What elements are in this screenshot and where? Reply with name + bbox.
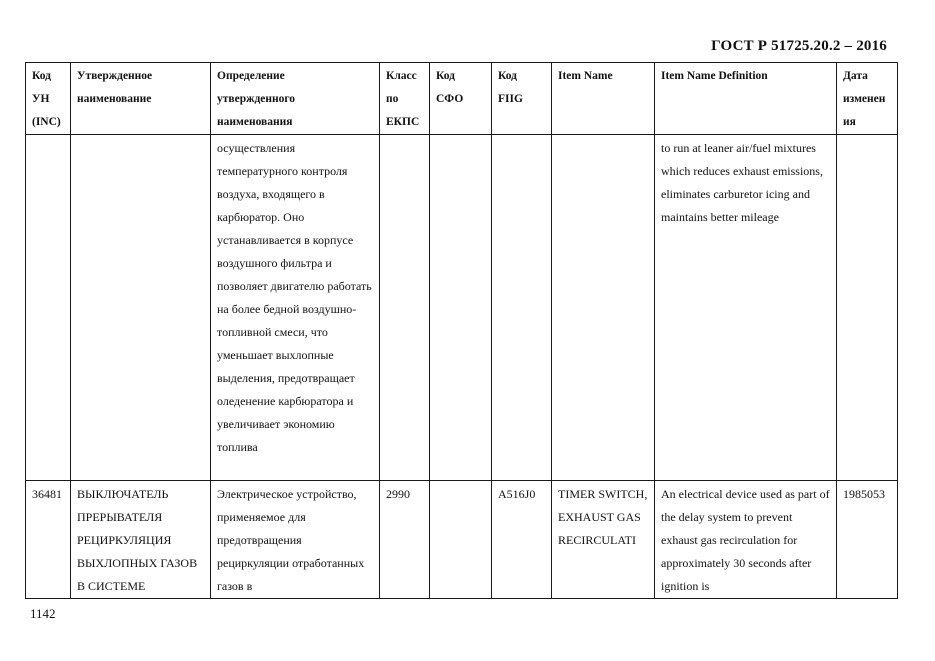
cell-item-name: TIMER SWITCH, EXHAUST GAS RECIRCULATI	[552, 481, 655, 599]
header-date: Дата изменен ия	[837, 63, 898, 135]
header-definition-ru: Определение утвержденного наименования	[211, 63, 380, 135]
cell-date	[837, 135, 898, 481]
cell-item-name	[552, 135, 655, 481]
cell-name-ru: ВЫКЛЮЧАТЕЛЬ ПРЕРЫВАТЕЛЯ РЕЦИРКУЛЯЦИЯ ВЫХЛОПНЫХ ГАЗОВ В СИСТЕМЕ	[71, 481, 211, 599]
cell-inc: 36481	[26, 481, 71, 599]
cell-definition-en: An electrical device used as part of the delay system to prevent exhaust gas recirculation for approximately 30 seconds after ignition is	[655, 481, 837, 599]
cell-inc	[26, 135, 71, 481]
header-approved-name: Утвержденное наименование	[71, 63, 211, 135]
header-fiig: Код FIIG	[492, 63, 552, 135]
header-class: Класс по ЕКПС	[380, 63, 430, 135]
cell-fiig	[492, 135, 552, 481]
cell-sfo	[430, 135, 492, 481]
classification-table	[25, 62, 898, 599]
cell-definition-en: to run at leaner air/fuel mixtures which reduces exhaust emissions, eliminates carburetor icing and maintains better mileage	[655, 135, 837, 481]
cell-definition-ru: осуществления температурного контроля воздуха, входящего в карбюратор. Оно устанавливается в корпусе воздушного фильтра и позволяет двигателю работать на более бедной воздушно-топливной смеси, что уменьшает выхлопные выделения, предотвращает оледенение карбюратора и увеличивает экономию топлива	[211, 135, 380, 481]
page-number: 1142	[30, 606, 56, 621]
cell-class	[380, 135, 430, 481]
header-item-name: Item Name	[552, 63, 655, 135]
table-header-row	[26, 63, 898, 135]
header-item-name-definition: Item Name Definition	[655, 63, 837, 135]
cell-definition-ru: Электрическое устройство, применяемое для предотвращения рециркуляции отработанных газов в	[211, 481, 380, 599]
table-row	[26, 481, 898, 599]
header-sfo: Код СФО	[430, 63, 492, 135]
cell-name-ru	[71, 135, 211, 481]
table-row	[26, 135, 898, 481]
document-code: ГОСТ Р 51725.20.2 – 2016	[711, 38, 887, 54]
cell-sfo	[430, 481, 492, 599]
cell-fiig: A516J0	[492, 481, 552, 599]
cell-date: 1985053	[837, 481, 898, 599]
header-inc: Код УН (INC)	[26, 63, 71, 135]
cell-class: 2990	[380, 481, 430, 599]
